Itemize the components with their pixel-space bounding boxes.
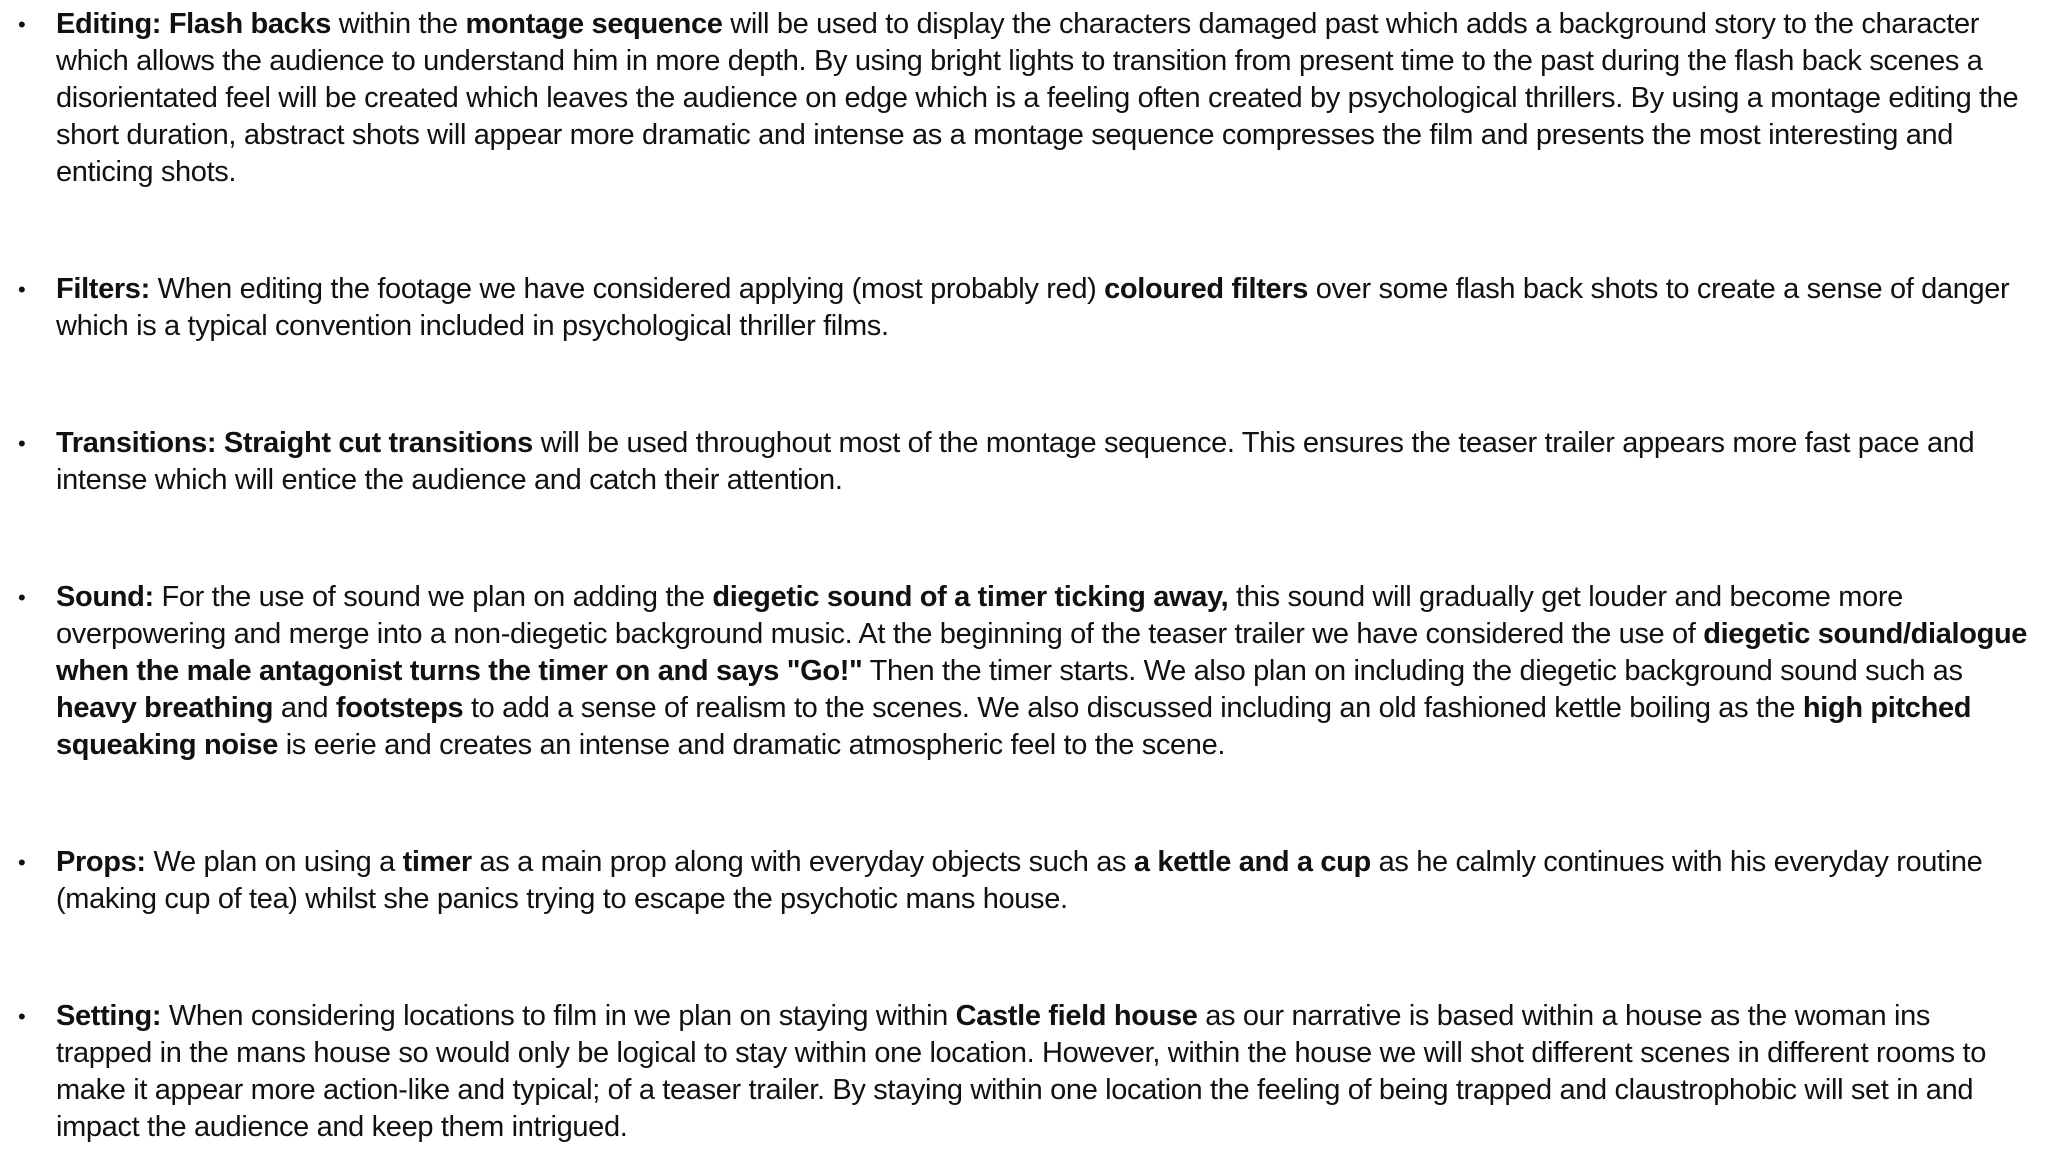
bullet-text-segment: footsteps	[335, 692, 464, 724]
bullet-text-segment: is eerie and creates an intense and dramatic atmospheric feel to the scene.	[277, 729, 1226, 761]
bullet-text-segment: coloured filters	[1104, 273, 1309, 305]
bullet-item-sound	[0, 579, 2048, 764]
bullet-point-icon: •	[18, 850, 26, 875]
bullet-text-segment: For the use of sound we plan on adding the	[153, 581, 713, 613]
bullet-text-segment: We plan on using a	[145, 846, 403, 878]
bullet-text-segment: this sound will gradually get louder and become more overpowering and merge into a non-diegetic background music. At the beginning of the teaser trailer we have considered the use of	[56, 581, 1903, 650]
bullet-point-icon: •	[18, 12, 26, 37]
bullet-text-segment: diegetic sound of a timer ticking away,	[712, 581, 1229, 613]
bullet-text-segment: Then the timer starts. We also plan on including the diegetic background sound such as	[862, 655, 1963, 687]
bullet-point-icon: •	[18, 431, 26, 456]
bullet-item-setting	[0, 998, 2048, 1146]
bullet-text-segment: Transitions: Straight cut transitions	[56, 427, 533, 459]
bullet-text-segment: as our narrative is based within a house as the woman ins trapped in the mans house so would only be logical to stay within one location. However, within the house we will shot different scenes in different rooms to make it appear more action-like and typical; of a teaser trailer. By staying within one location the feeling of being trapped and claustrophobic will set in and impact the audience and keep them intrigued.	[56, 1000, 1986, 1143]
bullet-text-segment: will be used throughout most of the montage sequence. This ensures the teaser trailer appears more fast pace and intense which will entice the audience and catch their attention.	[56, 427, 1975, 496]
bullet-text-segment: to add a sense of realism to the scenes. We also discussed including an old fashioned kettle boiling as the	[463, 692, 1803, 724]
bullet-item-filters	[0, 271, 2048, 345]
bullet-text-segment: high pitched squeaking noise	[56, 692, 1972, 761]
bullet-text-segment: Editing: Flash backs	[56, 8, 331, 40]
bullet-text-segment: as a main prop along with everyday objects such as	[471, 846, 1134, 878]
bullet-text-segment: Castle field house	[955, 1000, 1198, 1032]
bullet-point-icon: •	[18, 585, 26, 610]
bullet-text-segment: will be used to display the characters damaged past which adds a background story to the character which allows the audience to understand him in more depth. By using bright lights to transition from present time to the past during the flash back scenes a disorientated feel will be created which leaves the audience on edge which is a feeling often created by psychological thrillers. By using a montage editing the short duration, abstract shots will appear more dramatic and intense as a montage sequence compresses the film and presents the most interesting and enticing shots.	[56, 8, 2019, 188]
bullet-text-segment: a kettle and a cup	[1133, 846, 1371, 878]
bullet-text-segment: Props:	[56, 846, 146, 878]
bullet-item-transitions	[0, 425, 2048, 499]
bullet-text-segment: heavy breathing	[56, 692, 274, 724]
bullet-text-segment: as he calmly continues with his everyday routine (making cup of tea) whilst she panics trying to escape the psychotic mans house.	[56, 846, 1983, 915]
bullet-text-segment: Setting:	[56, 1000, 162, 1032]
bullet-list	[0, 6, 2048, 1146]
bullet-text-segment: within the	[331, 8, 466, 40]
bullet-text-segment: over some flash back shots to create a sense of danger which is a typical convention included in psychological thriller films.	[56, 273, 2010, 342]
bullet-text-segment: diegetic sound/dialogue when the male antagonist turns the timer on and says "Go!"	[56, 618, 2028, 687]
bullet-item-editing	[0, 6, 2048, 191]
bullet-item-props	[0, 844, 2048, 918]
bullet-point-icon: •	[18, 277, 26, 302]
bullet-text-segment: timer	[402, 846, 472, 878]
bullet-text-segment: When editing the footage we have considered applying (most probably red)	[149, 273, 1105, 305]
bullet-text-segment: Sound:	[56, 581, 154, 613]
bullet-text-segment: and	[273, 692, 336, 724]
bullet-text-segment: montage sequence	[465, 8, 723, 40]
bullet-point-icon: •	[18, 1004, 26, 1029]
bullet-text-segment: When considering locations to film in we plan on staying within	[161, 1000, 956, 1032]
bullet-text-segment: Filters:	[56, 273, 150, 305]
